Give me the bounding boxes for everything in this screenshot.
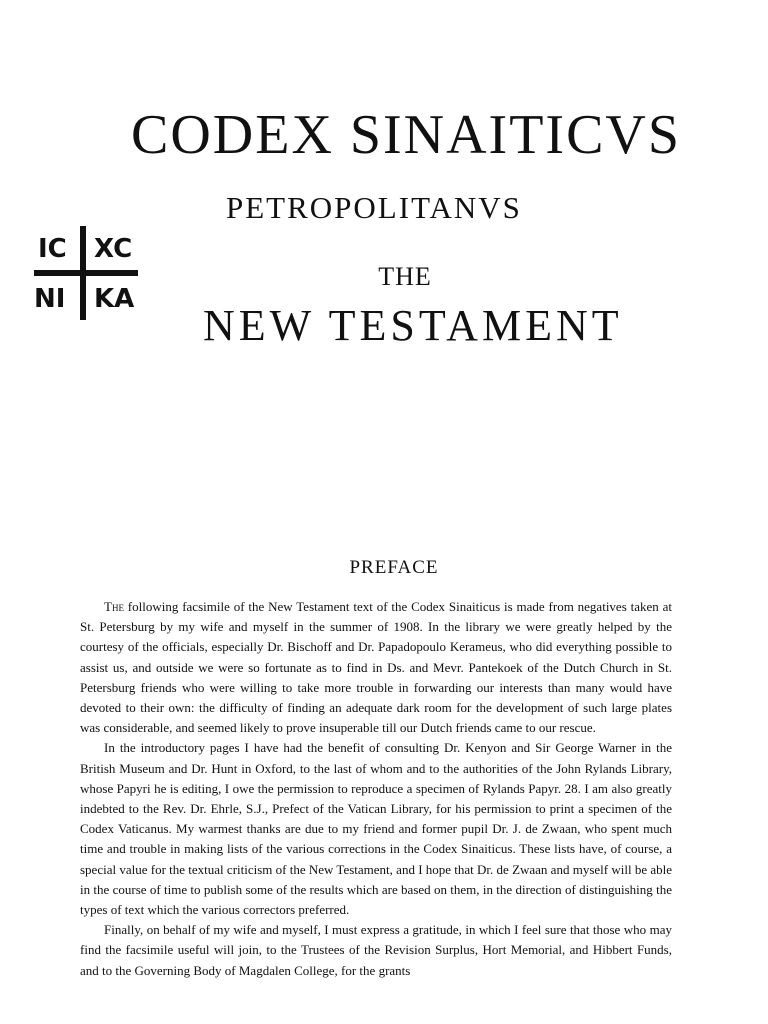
- preface-heading: PREFACE: [349, 557, 439, 578]
- monogram-ni: NI: [34, 284, 66, 314]
- preface-paragraph-2: In the introductory pages I have had the benefit of consulting Dr. Kenyon and Sir George Warner in the British Museum and Dr. Hunt in Oxford, to the last of whom and to the authorities of the John Rylands Library, whose Papyri he is editing, I owe the permission to reproduce a specimen of Rylands Papyr. 28. I am also greatly indebted to the Rev. Dr. Ehrle, S.J., Prefect of the Vatican Library, for his permission to print a specimen of the Codex Vaticanus. My warmest thanks are due to my friend and former pupil Dr. J. de Zwaan, who spent much time and trouble in making lists of the various corrections in the Codex Sinaiticus. These lists have, of course, a special value for the textual criticism of the New Testament, and I hope that Dr. de Zwaan and myself will be able in the course of time to publish some of the results which are based on them, in the direction of distinguishing the types of text which the various correctors preferred.: [80, 740, 672, 918]
- title-new-testament: NEW TESTAMENT: [203, 301, 623, 350]
- book-title: CODEX SINAITICVS: [131, 104, 681, 166]
- preface-paragraph-3: Finally, on behalf of my wife and myself, I must express a gratitude, in which I feel sure that those who may find the facsimile useful will join, to the Trustees of the Revision Surplus, Hort Memorial, and Hibbert Funds, and to the Governing Body of Magdalen College, for the grants: [80, 922, 672, 978]
- preface-body: [80, 597, 672, 981]
- title-the: THE: [378, 262, 432, 291]
- preface-paragraph-1-text: following facsimile of the New Testament text of the Codex Sinaiticus is made from negatives taken at St. Petersburg by my wife and myself in the summer of 1908. In the library we were greatly helped by the courtesy of the officials, especially Dr. Bischoff and Dr. Papadopoulo Kerameus, who did everything possible to assist us, and outside we were so fortunate as to find in Ds. and Mevr. Pantekoek of the Dutch Church in St. Petersburg friends who were willing to take more trouble in forwarding our interests than many would have devoted to their own: the difficulty of finding an adequate dark room for the development of such large plates was considerable, and seemed likely to prove insuperable till our Dutch friends came to our rescue.: [80, 599, 672, 736]
- preface-lead-word: The: [104, 599, 124, 614]
- monogram-xc: XC: [94, 234, 133, 264]
- monogram-ic: IC: [38, 234, 67, 264]
- preface-paragraph-1: [80, 597, 672, 738]
- book-subtitle: PETROPOLITANVS: [226, 190, 522, 225]
- monogram-ka: KA: [94, 284, 135, 314]
